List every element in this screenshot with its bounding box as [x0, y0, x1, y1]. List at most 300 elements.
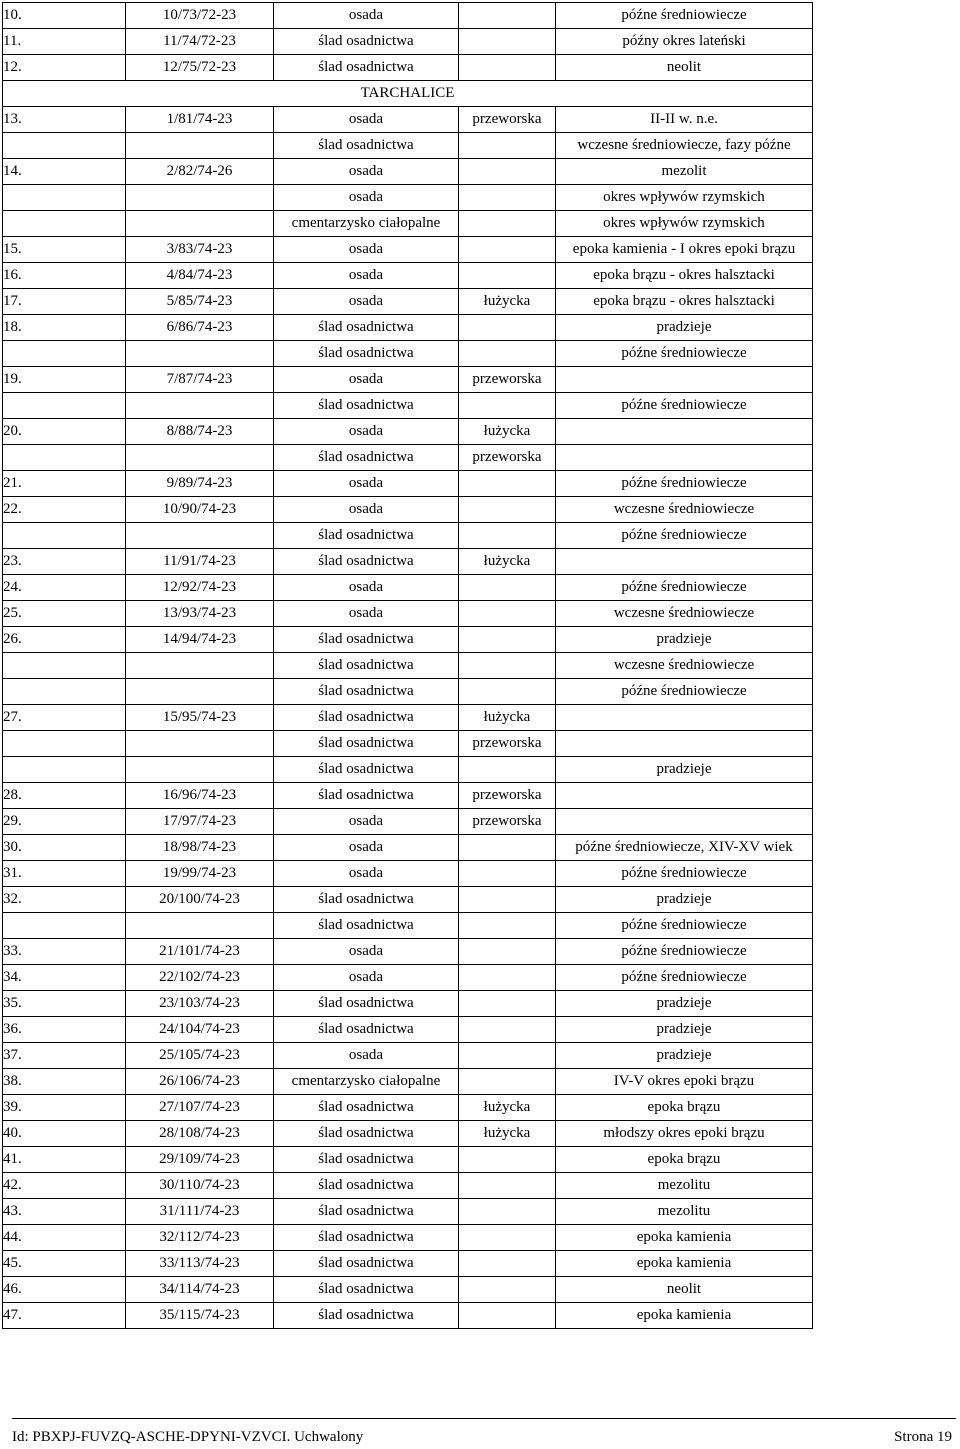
cell-area-number: 23/103/74-23: [126, 991, 274, 1017]
cell-lp: [3, 653, 126, 679]
cell-lp: [3, 211, 126, 237]
cell-chronology: II-II w. n.e.: [556, 107, 813, 133]
cell-culture: przeworska: [459, 367, 556, 393]
cell-chronology: epoka kamienia: [556, 1303, 813, 1329]
cell-chronology: pradzieje: [556, 757, 813, 783]
cell-lp: 14.: [3, 159, 126, 185]
cell-lp: [3, 913, 126, 939]
cell-function: ślad osadnictwa: [274, 1225, 459, 1251]
cell-area-number: 11/91/74-23: [126, 549, 274, 575]
cell-lp: [3, 757, 126, 783]
cell-lp: 35.: [3, 991, 126, 1017]
cell-lp: 16.: [3, 263, 126, 289]
cell-lp: 23.: [3, 549, 126, 575]
table-row: [3, 627, 813, 653]
cell-culture: [459, 1147, 556, 1173]
cell-lp: 32.: [3, 887, 126, 913]
cell-culture: [459, 471, 556, 497]
cell-function: ślad osadnictwa: [274, 393, 459, 419]
cell-area-number: [126, 731, 274, 757]
cell-culture: [459, 757, 556, 783]
cell-chronology: pradzieje: [556, 887, 813, 913]
cell-lp: [3, 133, 126, 159]
cell-lp: [3, 393, 126, 419]
table-row: [3, 29, 813, 55]
table-row: [3, 861, 813, 887]
cell-area-number: 26/106/74-23: [126, 1069, 274, 1095]
cell-chronology: późne średniowiecze: [556, 3, 813, 29]
cell-culture: [459, 393, 556, 419]
cell-area-number: 6/86/74-23: [126, 315, 274, 341]
cell-area-number: 13/93/74-23: [126, 601, 274, 627]
cell-function: ślad osadnictwa: [274, 133, 459, 159]
cell-function: ślad osadnictwa: [274, 991, 459, 1017]
cell-chronology: wczesne średniowiecze: [556, 601, 813, 627]
cell-culture: [459, 3, 556, 29]
cell-chronology: późne średniowiecze, XIV-XV wiek: [556, 835, 813, 861]
cell-function: osada: [274, 185, 459, 211]
cell-lp: 37.: [3, 1043, 126, 1069]
cell-function: ślad osadnictwa: [274, 1251, 459, 1277]
cell-chronology: epoka brązu - okres halsztacki: [556, 263, 813, 289]
cell-lp: 47.: [3, 1303, 126, 1329]
table-row: [3, 1277, 813, 1303]
table-row: [3, 1017, 813, 1043]
cell-chronology: [556, 445, 813, 471]
cell-chronology: późne średniowiecze: [556, 341, 813, 367]
cell-culture: [459, 1199, 556, 1225]
table-row: [3, 341, 813, 367]
cell-area-number: 15/95/74-23: [126, 705, 274, 731]
table-row: [3, 1199, 813, 1225]
cell-function: ślad osadnictwa: [274, 523, 459, 549]
sites-register-body: [3, 3, 813, 1329]
cell-lp: 13.: [3, 107, 126, 133]
cell-area-number: 29/109/74-23: [126, 1147, 274, 1173]
cell-function: osada: [274, 809, 459, 835]
cell-function: osada: [274, 835, 459, 861]
cell-function: osada: [274, 237, 459, 263]
cell-chronology: późne średniowiecze: [556, 575, 813, 601]
table-row: [3, 575, 813, 601]
cell-lp: 46.: [3, 1277, 126, 1303]
cell-area-number: 35/115/74-23: [126, 1303, 274, 1329]
cell-chronology: okres wpływów rzymskich: [556, 211, 813, 237]
table-row: [3, 653, 813, 679]
table-row: [3, 1251, 813, 1277]
table-row: [3, 445, 813, 471]
cell-lp: 39.: [3, 1095, 126, 1121]
cell-culture: [459, 237, 556, 263]
table-row: [3, 679, 813, 705]
cell-area-number: 7/87/74-23: [126, 367, 274, 393]
cell-chronology: późne średniowiecze: [556, 913, 813, 939]
cell-function: ślad osadnictwa: [274, 315, 459, 341]
cell-area-number: 9/89/74-23: [126, 471, 274, 497]
cell-function: osada: [274, 939, 459, 965]
cell-function: ślad osadnictwa: [274, 913, 459, 939]
cell-culture: [459, 1017, 556, 1043]
cell-chronology: późne średniowiecze: [556, 679, 813, 705]
table-row: [3, 1225, 813, 1251]
cell-function: ślad osadnictwa: [274, 1147, 459, 1173]
cell-lp: 36.: [3, 1017, 126, 1043]
table-row: [3, 1147, 813, 1173]
cell-area-number: 10/73/72-23: [126, 3, 274, 29]
cell-area-number: 25/105/74-23: [126, 1043, 274, 1069]
cell-culture: [459, 1069, 556, 1095]
cell-culture: [459, 861, 556, 887]
table-row: [3, 497, 813, 523]
cell-function: osada: [274, 159, 459, 185]
cell-area-number: [126, 679, 274, 705]
table-row: [3, 419, 813, 445]
cell-area-number: [126, 757, 274, 783]
cell-area-number: [126, 523, 274, 549]
table-row: [3, 705, 813, 731]
cell-area-number: 21/101/74-23: [126, 939, 274, 965]
cell-culture: [459, 341, 556, 367]
cell-function: ślad osadnictwa: [274, 1277, 459, 1303]
cell-culture: [459, 627, 556, 653]
cell-area-number: [126, 913, 274, 939]
cell-lp: [3, 445, 126, 471]
cell-culture: [459, 679, 556, 705]
cell-function: ślad osadnictwa: [274, 1173, 459, 1199]
cell-culture: [459, 1251, 556, 1277]
cell-area-number: 27/107/74-23: [126, 1095, 274, 1121]
cell-lp: 45.: [3, 1251, 126, 1277]
cell-chronology: pradzieje: [556, 627, 813, 653]
cell-function: ślad osadnictwa: [274, 29, 459, 55]
cell-function: osada: [274, 289, 459, 315]
table-row: [3, 315, 813, 341]
table-row: [3, 3, 813, 29]
cell-area-number: 4/84/74-23: [126, 263, 274, 289]
cell-lp: 25.: [3, 601, 126, 627]
cell-chronology: [556, 419, 813, 445]
cell-function: ślad osadnictwa: [274, 1121, 459, 1147]
cell-chronology: epoka kamienia - I okres epoki brązu: [556, 237, 813, 263]
cell-chronology: mezolitu: [556, 1199, 813, 1225]
cell-area-number: [126, 211, 274, 237]
cell-lp: [3, 185, 126, 211]
cell-chronology: [556, 809, 813, 835]
cell-culture: [459, 1303, 556, 1329]
cell-chronology: późne średniowiecze: [556, 965, 813, 991]
table-row: [3, 107, 813, 133]
cell-culture: [459, 315, 556, 341]
table-row: [3, 55, 813, 81]
table-row: [3, 731, 813, 757]
cell-area-number: 10/90/74-23: [126, 497, 274, 523]
cell-lp: 40.: [3, 1121, 126, 1147]
cell-function: osada: [274, 575, 459, 601]
cell-lp: 29.: [3, 809, 126, 835]
cell-culture: [459, 991, 556, 1017]
cell-lp: 11.: [3, 29, 126, 55]
cell-chronology: pradzieje: [556, 1017, 813, 1043]
cell-area-number: 18/98/74-23: [126, 835, 274, 861]
cell-chronology: późny okres lateński: [556, 29, 813, 55]
cell-chronology: późne średniowiecze: [556, 471, 813, 497]
cell-chronology: wczesne średniowiecze: [556, 497, 813, 523]
cell-lp: 15.: [3, 237, 126, 263]
cell-culture: [459, 1173, 556, 1199]
cell-function: ślad osadnictwa: [274, 445, 459, 471]
cell-function: cmentarzysko ciałopalne: [274, 211, 459, 237]
cell-area-number: [126, 341, 274, 367]
cell-culture: [459, 913, 556, 939]
cell-culture: [459, 133, 556, 159]
table-row: [3, 237, 813, 263]
cell-chronology: [556, 705, 813, 731]
cell-lp: 19.: [3, 367, 126, 393]
cell-area-number: 12/92/74-23: [126, 575, 274, 601]
cell-culture: [459, 497, 556, 523]
table-row: [3, 549, 813, 575]
cell-lp: 18.: [3, 315, 126, 341]
cell-culture: przeworska: [459, 809, 556, 835]
cell-chronology: neolit: [556, 55, 813, 81]
cell-lp: [3, 523, 126, 549]
cell-function: ślad osadnictwa: [274, 1199, 459, 1225]
cell-function: ślad osadnictwa: [274, 1017, 459, 1043]
table-row: [3, 263, 813, 289]
table-row: [3, 1121, 813, 1147]
cell-culture: [459, 185, 556, 211]
cell-chronology: IV-V okres epoki brązu: [556, 1069, 813, 1095]
cell-area-number: 2/82/74-26: [126, 159, 274, 185]
table-row: [3, 159, 813, 185]
cell-function: osada: [274, 1043, 459, 1069]
cell-chronology: [556, 549, 813, 575]
cell-lp: 43.: [3, 1199, 126, 1225]
cell-lp: [3, 341, 126, 367]
table-row: [3, 1095, 813, 1121]
cell-culture: [459, 601, 556, 627]
table-row: [3, 185, 813, 211]
cell-chronology: późne średniowiecze: [556, 939, 813, 965]
cell-function: ślad osadnictwa: [274, 731, 459, 757]
cell-function: ślad osadnictwa: [274, 653, 459, 679]
cell-function: osada: [274, 107, 459, 133]
cell-area-number: 19/99/74-23: [126, 861, 274, 887]
cell-chronology: późne średniowiecze: [556, 523, 813, 549]
cell-chronology: epoka kamienia: [556, 1225, 813, 1251]
cell-culture: łużycka: [459, 705, 556, 731]
cell-culture: [459, 55, 556, 81]
table-row: [3, 757, 813, 783]
cell-culture: przeworska: [459, 731, 556, 757]
cell-lp: 38.: [3, 1069, 126, 1095]
cell-culture: [459, 211, 556, 237]
cell-function: ślad osadnictwa: [274, 1095, 459, 1121]
cell-function: osada: [274, 3, 459, 29]
table-row: [3, 211, 813, 237]
cell-area-number: 28/108/74-23: [126, 1121, 274, 1147]
cell-function: osada: [274, 861, 459, 887]
cell-function: cmentarzysko ciałopalne: [274, 1069, 459, 1095]
table-row: [3, 887, 813, 913]
cell-chronology: mezolitu: [556, 1173, 813, 1199]
table-row: [3, 783, 813, 809]
cell-chronology: późne średniowiecze: [556, 393, 813, 419]
cell-culture: przeworska: [459, 445, 556, 471]
table-row: [3, 133, 813, 159]
cell-chronology: pradzieje: [556, 315, 813, 341]
cell-area-number: 32/112/74-23: [126, 1225, 274, 1251]
table-row: [3, 991, 813, 1017]
section-heading-row: [3, 81, 813, 107]
table-row: [3, 601, 813, 627]
cell-area-number: [126, 393, 274, 419]
table-row: [3, 939, 813, 965]
cell-lp: 20.: [3, 419, 126, 445]
cell-lp: 12.: [3, 55, 126, 81]
cell-function: osada: [274, 965, 459, 991]
cell-function: ślad osadnictwa: [274, 705, 459, 731]
cell-lp: 33.: [3, 939, 126, 965]
cell-chronology: późne średniowiecze: [556, 861, 813, 887]
cell-chronology: wczesne średniowiecze: [556, 653, 813, 679]
cell-area-number: 33/113/74-23: [126, 1251, 274, 1277]
cell-culture: [459, 1225, 556, 1251]
cell-culture: [459, 939, 556, 965]
cell-area-number: [126, 133, 274, 159]
cell-area-number: [126, 185, 274, 211]
cell-chronology: epoka brązu - okres halsztacki: [556, 289, 813, 315]
cell-culture: łużycka: [459, 419, 556, 445]
cell-culture: łużycka: [459, 289, 556, 315]
cell-culture: [459, 263, 556, 289]
cell-area-number: [126, 653, 274, 679]
cell-culture: łużycka: [459, 1121, 556, 1147]
cell-lp: 30.: [3, 835, 126, 861]
table-row: [3, 1043, 813, 1069]
cell-chronology: epoka kamienia: [556, 1251, 813, 1277]
cell-lp: 10.: [3, 3, 126, 29]
cell-lp: 41.: [3, 1147, 126, 1173]
cell-chronology: młodszy okres epoki brązu: [556, 1121, 813, 1147]
table-row: [3, 393, 813, 419]
cell-area-number: 5/85/74-23: [126, 289, 274, 315]
cell-function: ślad osadnictwa: [274, 1303, 459, 1329]
cell-chronology: wczesne średniowiecze, fazy późne: [556, 133, 813, 159]
cell-culture: łużycka: [459, 1095, 556, 1121]
section-heading: TARCHALICE: [3, 81, 813, 107]
cell-lp: 26.: [3, 627, 126, 653]
cell-chronology: epoka brązu: [556, 1147, 813, 1173]
cell-function: ślad osadnictwa: [274, 55, 459, 81]
cell-area-number: 1/81/74-23: [126, 107, 274, 133]
cell-chronology: epoka brązu: [556, 1095, 813, 1121]
cell-area-number: 34/114/74-23: [126, 1277, 274, 1303]
cell-area-number: 30/110/74-23: [126, 1173, 274, 1199]
cell-function: ślad osadnictwa: [274, 341, 459, 367]
cell-area-number: 17/97/74-23: [126, 809, 274, 835]
footer-document-id: Id: PBXPJ-FUVZQ-ASCHE-DPYNI-VZVCI. Uchwalony: [12, 1429, 364, 1445]
cell-area-number: 22/102/74-23: [126, 965, 274, 991]
cell-function: osada: [274, 601, 459, 627]
cell-function: ślad osadnictwa: [274, 887, 459, 913]
cell-lp: 31.: [3, 861, 126, 887]
table-row: [3, 523, 813, 549]
cell-chronology: okres wpływów rzymskich: [556, 185, 813, 211]
cell-chronology: [556, 367, 813, 393]
cell-lp: [3, 679, 126, 705]
cell-culture: [459, 1043, 556, 1069]
cell-culture: [459, 523, 556, 549]
cell-lp: 22.: [3, 497, 126, 523]
table-row: [3, 471, 813, 497]
table-row: [3, 1303, 813, 1329]
cell-culture: przeworska: [459, 107, 556, 133]
cell-lp: [3, 731, 126, 757]
cell-lp: 21.: [3, 471, 126, 497]
table-row: [3, 809, 813, 835]
cell-chronology: [556, 731, 813, 757]
table-row: [3, 913, 813, 939]
table-row: [3, 289, 813, 315]
cell-function: ślad osadnictwa: [274, 783, 459, 809]
cell-chronology: pradzieje: [556, 991, 813, 1017]
cell-culture: [459, 575, 556, 601]
cell-culture: [459, 29, 556, 55]
cell-culture: [459, 1277, 556, 1303]
table-row: [3, 835, 813, 861]
cell-function: ślad osadnictwa: [274, 757, 459, 783]
cell-lp: 42.: [3, 1173, 126, 1199]
cell-culture: [459, 159, 556, 185]
cell-chronology: mezolit: [556, 159, 813, 185]
cell-culture: [459, 965, 556, 991]
cell-area-number: 24/104/74-23: [126, 1017, 274, 1043]
cell-function: ślad osadnictwa: [274, 627, 459, 653]
cell-lp: 44.: [3, 1225, 126, 1251]
sites-register-table: [2, 2, 813, 1329]
cell-culture: łużycka: [459, 549, 556, 575]
cell-area-number: 3/83/74-23: [126, 237, 274, 263]
table-row: [3, 1173, 813, 1199]
cell-lp: 27.: [3, 705, 126, 731]
table-row: [3, 965, 813, 991]
cell-culture: [459, 887, 556, 913]
cell-area-number: 14/94/74-23: [126, 627, 274, 653]
cell-culture: przeworska: [459, 783, 556, 809]
cell-culture: [459, 835, 556, 861]
cell-area-number: 20/100/74-23: [126, 887, 274, 913]
cell-function: ślad osadnictwa: [274, 549, 459, 575]
cell-culture: [459, 653, 556, 679]
cell-function: ślad osadnictwa: [274, 679, 459, 705]
cell-lp: 28.: [3, 783, 126, 809]
footer-page-number: Strona 19: [894, 1429, 952, 1445]
cell-function: osada: [274, 367, 459, 393]
cell-function: osada: [274, 419, 459, 445]
cell-area-number: 31/111/74-23: [126, 1199, 274, 1225]
cell-area-number: 12/75/72-23: [126, 55, 274, 81]
cell-function: osada: [274, 497, 459, 523]
cell-lp: 34.: [3, 965, 126, 991]
table-row: [3, 1069, 813, 1095]
cell-area-number: 8/88/74-23: [126, 419, 274, 445]
cell-lp: 17.: [3, 289, 126, 315]
cell-area-number: 11/74/72-23: [126, 29, 274, 55]
footer-divider: [12, 1418, 956, 1419]
cell-function: osada: [274, 263, 459, 289]
cell-chronology: [556, 783, 813, 809]
